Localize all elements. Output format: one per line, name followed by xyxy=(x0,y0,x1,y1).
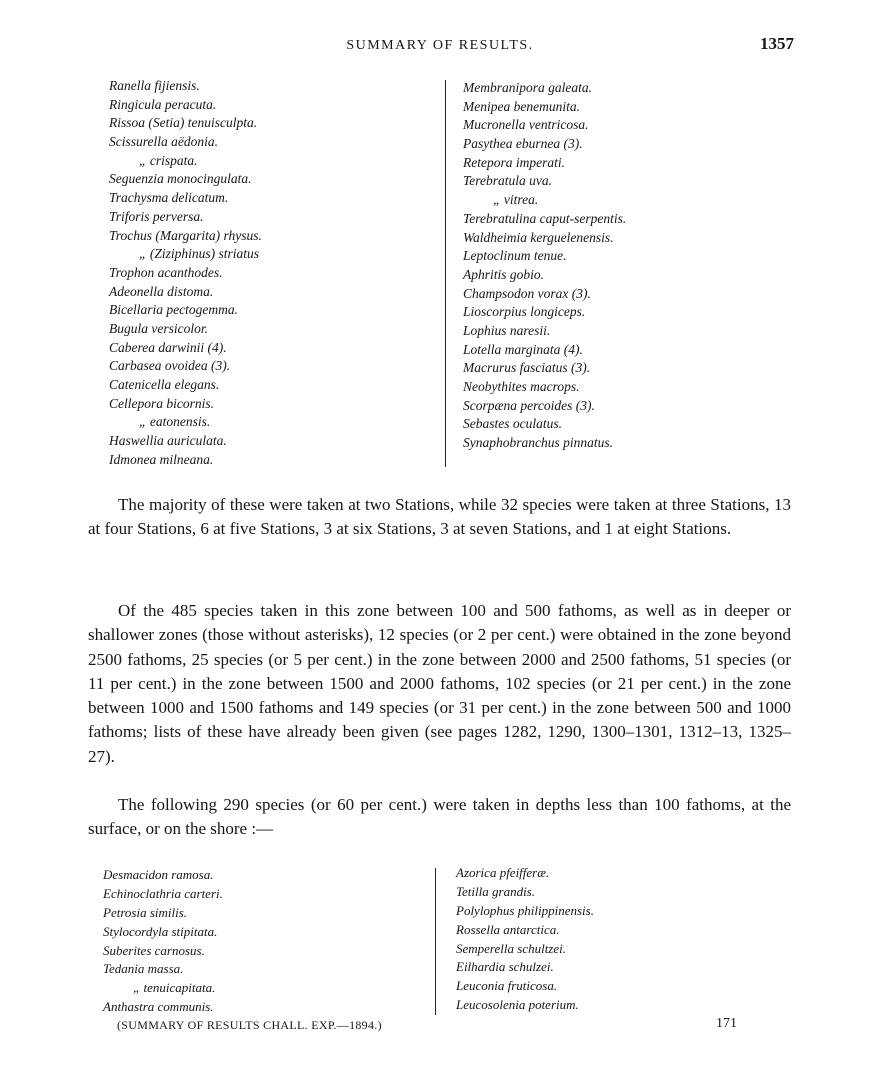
species-entry: Seguenzia monocingulata. xyxy=(109,171,252,187)
page-number: 1357 xyxy=(760,34,794,53)
species-entry: Ranella fijiensis. xyxy=(109,78,200,93)
species-entry: Rissoa (Setia) tenuisculpta. xyxy=(109,115,258,131)
column-divider xyxy=(445,80,446,467)
species-entry: Echinoclathria carteri. xyxy=(103,885,223,901)
species-entry: Carbasea ovoidea (3). xyxy=(109,358,231,374)
species-entry: Retepora imperati. xyxy=(463,154,565,170)
paragraph-station-counts xyxy=(88,493,791,542)
top-species-list-left xyxy=(109,77,262,469)
species-entry: Leuconia fruticosa. xyxy=(456,978,558,994)
species-entry: Tetilla grandis. xyxy=(456,883,535,899)
footer-citation: (SUMMARY OF RESULTS CHALL. EXP.—1894.) xyxy=(117,1018,382,1032)
species-entry: Pasythea eburnea (3). xyxy=(463,136,583,152)
species-entry: Scissurella aëdonia. xyxy=(109,134,218,150)
paragraph-text: The majority of these were taken at two Stations, while 32 species were taken at three Stations, 13 at four Stations, 6 at five Stations, 3 at six Stations, 3 at seven Stations, and 1 at eight Stations. xyxy=(88,495,791,539)
species-entry: Synaphobranchus pinnatus. xyxy=(463,435,613,451)
species-entry: Trachysma delicatum. xyxy=(109,190,229,206)
species-entry: Petrosia similis. xyxy=(103,904,188,920)
running-header: SUMMARY OF RESULTS. xyxy=(346,38,534,53)
species-entry: Scorpæna percoides (3). xyxy=(463,397,595,413)
species-entry: Triforis perversa. xyxy=(109,208,204,224)
species-entry: Waldheimia kerguelenensis. xyxy=(463,229,614,245)
species-entry: „ eatonensis. xyxy=(139,414,211,430)
species-entry: „ crispata. xyxy=(139,152,198,168)
species-entry: Caberea darwinii (4). xyxy=(109,339,227,355)
paragraph-depth-zones xyxy=(88,599,791,769)
species-entry: Trophon acanthodes. xyxy=(109,264,223,280)
species-entry: „ (Ziziphinus) striatus xyxy=(139,246,260,262)
species-entry: Lioscorpius longiceps. xyxy=(463,304,586,320)
bottom-species-list-right xyxy=(456,864,594,1015)
species-entry: Champsodon vorax (3). xyxy=(463,285,591,301)
paragraph-text: Of the 485 species taken in this zone between 100 and 500 fathoms, as well as in deeper or shallower zones (those without asterisks), 12 species (or 2 per cent.) were obtained in the zone beyond 2500 fathoms, 25 species (or 5 per cent.) in the zone between 2000 and 2500 fathoms, 51 species (or 11 per cent.) in the zone between 1500 and 2000 fathoms, 102 species (or 21 per cent.) in the zone between 1000 and 1500 fathoms and 149 species (or 31 per cent.) in the zone between 500 and 1000 fathoms; lists of these have already been given (see pages 1282, 1290, 1300–1301, 1312–13, 1325–27). xyxy=(88,601,791,766)
species-entry: Polylophus philippinensis. xyxy=(456,902,594,918)
species-entry: Desmacidon ramosa. xyxy=(103,867,214,882)
species-entry: Bugula versicolor. xyxy=(109,320,208,336)
species-entry: Terebratula uva. xyxy=(463,173,553,189)
signature-mark: 171 xyxy=(716,1016,737,1031)
species-entry: Mucronella ventricosa. xyxy=(463,117,589,133)
species-entry: Suberites carnosus. xyxy=(103,942,205,958)
species-entry: Azorica pfeifferæ. xyxy=(456,865,550,880)
paragraph-text: The following 290 species (or 60 per cent.) were taken in depths less than 100 fathoms, at the surface, or on the shore :— xyxy=(88,795,791,839)
species-entry: Cellepora bicornis. xyxy=(109,395,214,411)
species-entry: Sebastes oculatus. xyxy=(463,416,562,432)
species-entry: Tedania massa. xyxy=(103,961,184,977)
species-entry: Lotella marginata (4). xyxy=(463,341,583,357)
species-entry: „ tenuicapitata. xyxy=(133,980,216,996)
species-entry: Terebratulina caput-serpentis. xyxy=(463,210,627,226)
species-entry: Lophius naresii. xyxy=(463,322,551,338)
species-entry: Haswellia auriculata. xyxy=(109,433,227,449)
species-entry: Adeonella distoma. xyxy=(109,283,214,299)
species-entry: Leucosolenia poterium. xyxy=(456,997,579,1013)
top-species-list-right xyxy=(463,79,626,453)
bottom-species-list-left xyxy=(103,866,223,1017)
species-entry: Trochus (Margarita) rhysus. xyxy=(109,227,262,243)
species-entry: Bicellaria pectogemma. xyxy=(109,302,238,318)
species-entry: Membranipora galeata. xyxy=(463,80,592,95)
species-entry: „ vitrea. xyxy=(493,192,539,208)
species-entry: Semperella schultzei. xyxy=(456,940,566,956)
species-entry: Catenicella elegans. xyxy=(109,377,220,392)
species-entry: Ringicula peracuta. xyxy=(109,96,217,112)
species-entry: Neobythites macrops. xyxy=(463,379,580,394)
species-entry: Eilhardia schulzei. xyxy=(456,959,554,975)
species-entry: Anthastra communis. xyxy=(103,999,214,1015)
species-entry: Macrurus fasciatus (3). xyxy=(463,360,591,376)
species-entry: Aphritis gobio. xyxy=(463,266,545,282)
species-entry: Idmonea milneana. xyxy=(109,451,214,467)
paragraph-shallow-species xyxy=(88,793,791,842)
species-entry: Leptoclinum tenue. xyxy=(463,248,567,264)
species-entry: Menipea benemunita. xyxy=(463,98,580,114)
species-entry: Rossella antarctica. xyxy=(456,921,560,937)
column-divider xyxy=(435,868,436,1015)
species-entry: Stylocordyla stipitata. xyxy=(103,923,218,939)
